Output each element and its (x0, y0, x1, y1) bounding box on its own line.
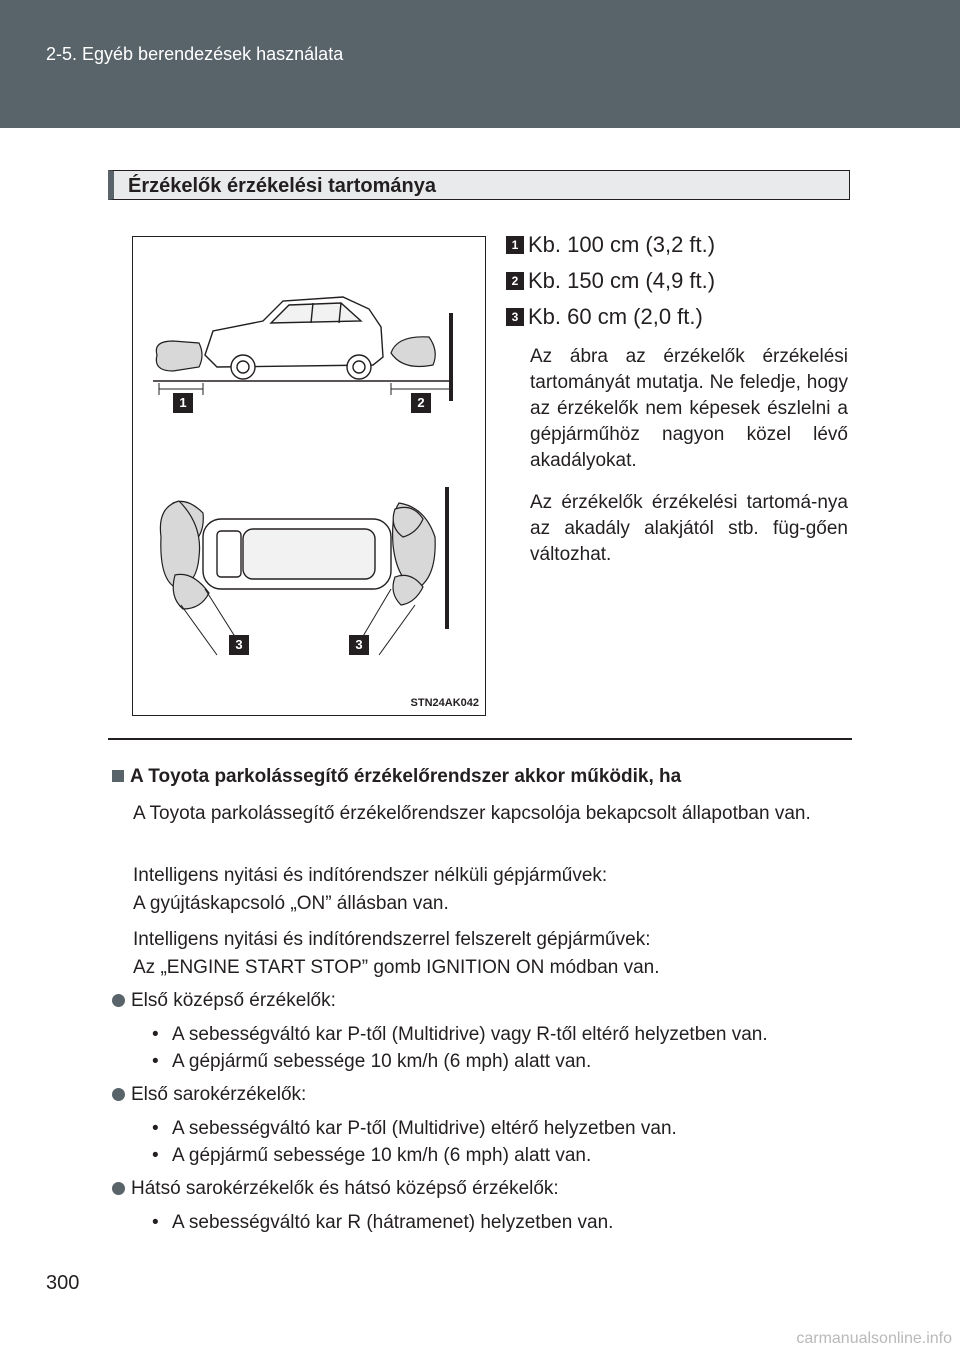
list-item: • A gépjármű sebessége 10 km/h (6 mph) alatt van. (152, 1145, 592, 1166)
condition-heading: Hátsó sarokérzékelők és hátsó középső érzékelők: (112, 1178, 559, 1200)
range-text: Kb. 100 cm (3,2 ft.) (528, 232, 716, 257)
paragraph: Az „ENGINE START STOP” gomb IGNITION ON módban van. (133, 957, 660, 978)
sensor-range-figure (132, 236, 486, 716)
circle-bullet-icon (112, 1088, 125, 1101)
range-number: 1 (506, 236, 524, 254)
figure-label-3a: 3 (229, 635, 249, 655)
section-divider (108, 738, 852, 740)
figure-label-2: 2 (411, 393, 431, 413)
range-item (506, 302, 703, 332)
section-heading-box (108, 170, 850, 200)
list-item: • A sebességváltó kar R (hátramenet) helyzetben van. (152, 1212, 614, 1233)
page-number: 300 (46, 1272, 80, 1294)
paragraph: A Toyota parkolássegítő érzékelőrendszer kapcsolója bekapcsolt állapotban van. (133, 803, 811, 824)
watermark: carmanualsonline.info (796, 1330, 952, 1347)
square-bullet-icon (112, 770, 124, 782)
figure-label-1: 1 (173, 393, 193, 413)
page-header (0, 0, 960, 128)
list-item: • A sebességváltó kar P-től (Multidrive) vagy R-től eltérő helyzetben van. (152, 1024, 768, 1045)
range-note-2: Az érzékelők érzékelési tartomá-nya az akadály alakjától stb. füg-gően változhat. (530, 492, 848, 565)
range-note-1: Az ábra az érzékelők érzékelési tartományát mutatja. Ne feledje, hogy az érzékelők nem képesek észlelni a gépjárműhöz nagyon közel lévő akadályokat. (530, 346, 848, 471)
range-number: 2 (506, 272, 524, 290)
car-sensor-illustration (133, 237, 485, 715)
section-title: 2-5. Egyéb berendezések használata (46, 44, 344, 64)
front-range-zone-side (156, 341, 202, 371)
range-text: Kb. 60 cm (2,0 ft.) (528, 304, 703, 329)
paragraph: Intelligens nyitási és indítórendszer nélküli gépjárművek: (133, 865, 608, 886)
range-number: 3 (506, 308, 524, 326)
range-item (506, 266, 715, 296)
range-item (506, 230, 715, 260)
range-text: Kb. 150 cm (4,9 ft.) (528, 268, 716, 293)
list-item: • A gépjármű sebessége 10 km/h (6 mph) alatt van. (152, 1051, 592, 1072)
paragraph: A gyújtáskapcsoló „ON” állásban van. (133, 893, 449, 914)
section-heading: Érzékelők érzékelési tartománya (128, 175, 436, 197)
figure-label-3b: 3 (349, 635, 369, 655)
front-corner-zone-top-2 (173, 574, 209, 609)
list-item: • A sebességváltó kar P-től (Multidrive) eltérő helyzetben van. (152, 1118, 677, 1139)
figure-code: STN24AK042 (410, 697, 479, 709)
paragraph: Intelligens nyitási és indítórendszerrel felszerelt gépjárművek: (133, 929, 651, 950)
circle-bullet-icon (112, 994, 125, 1007)
condition-heading: Első sarokérzékelők: (112, 1084, 306, 1106)
subheading-text: A Toyota parkolássegítő érzékelőrendszer akkor működik, ha (130, 766, 682, 787)
condition-heading: Első középső érzékelők: (112, 990, 336, 1012)
car-roof-top (243, 529, 375, 579)
circle-bullet-icon (112, 1182, 125, 1195)
rear-range-zone-side (391, 337, 435, 367)
operation-subheading (112, 766, 681, 788)
